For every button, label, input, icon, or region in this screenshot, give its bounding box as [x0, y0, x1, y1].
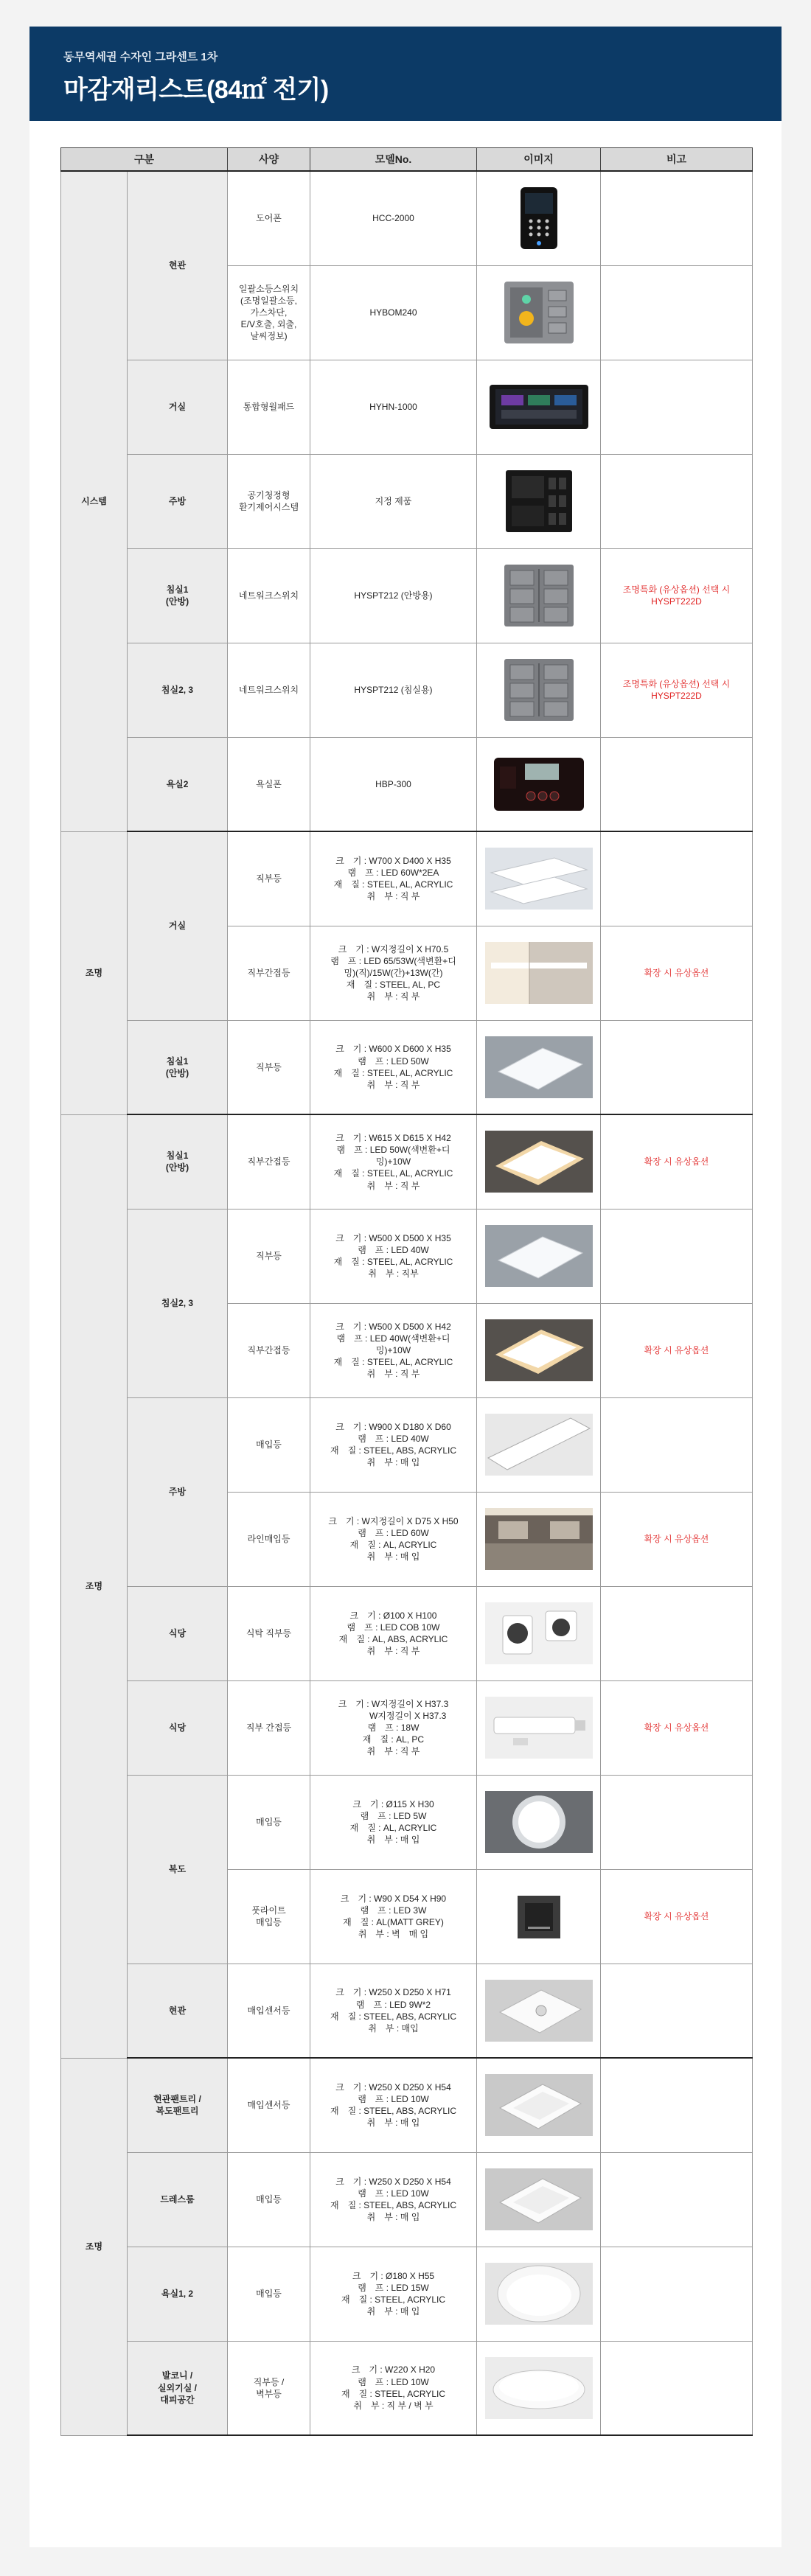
table-body [61, 171, 753, 2435]
model-cell: 크 기 : W90 X D54 X H90 램 프 : LED 3W 재 질 : AL(MATT GREY) 취 부 : 벽 매 입 [310, 1869, 477, 1964]
spot-light-icon [484, 1601, 594, 1666]
image-cell [477, 1680, 601, 1775]
model-cell: 크 기 : W지정길이 X D75 X H50 램 프 : LED 60W 재 질 : AL, ACRYLIC 취 부 : 매 입 [310, 1492, 477, 1586]
glow-panel-icon [484, 1129, 594, 1194]
image-cell [477, 831, 601, 926]
spec-cell: 매입센서등 [228, 2058, 310, 2152]
spec-cell: 직부등 [228, 1020, 310, 1114]
category-cell: 조명 [61, 2058, 128, 2435]
spec-cell: 매입등 [228, 2152, 310, 2247]
spec-cell: 직부간접등 [228, 1303, 310, 1397]
model-cell: 크 기 : Ø115 X H30 램 프 : LED 5W 재 질 : AL, ACRYLIC 취 부 : 매 입 [310, 1775, 477, 1869]
table-row [61, 1020, 753, 1114]
note-cell [601, 1397, 753, 1492]
note-cell [601, 454, 753, 548]
document-page [29, 27, 782, 2547]
note-cell [601, 831, 753, 926]
area-cell: 식당 [128, 1680, 228, 1775]
table-row [61, 737, 753, 831]
model-cell: 크 기 : W250 X D250 X H54 램 프 : LED 10W 재 질 : STEEL, ABS, ACRYLIC 취 부 : 매 입 [310, 2058, 477, 2152]
spec-cell: 풋라이트 매입등 [228, 1869, 310, 1964]
note-cell [601, 1775, 753, 1869]
note-cell [601, 265, 753, 360]
glow-panel-icon [484, 1318, 594, 1383]
area-cell: 욕실1, 2 [128, 2247, 228, 2341]
note-cell: 확장 시 유상옵션 [601, 1869, 753, 1964]
spec-cell: 식탁 직부등 [228, 1586, 310, 1680]
square-recessed-icon [484, 2073, 594, 2137]
category-cell: 조명 [61, 1114, 128, 2058]
model-cell: 크 기 : W220 X H20 램 프 : LED 10W 재 질 : STEEL, ACRYLIC 취 부 : 직 부 / 벽 부 [310, 2341, 477, 2435]
model-cell: HBP-300 [310, 737, 477, 831]
image-cell [477, 643, 601, 737]
area-cell: 침실1 (안방) [128, 1114, 228, 1209]
table-header-row [61, 148, 753, 172]
spec-cell: 매입등 [228, 1397, 310, 1492]
finish-material-table [60, 147, 753, 2436]
note-cell: 확장 시 유상옵션 [601, 1492, 753, 1586]
note-cell: 확장 시 유상옵션 [601, 1114, 753, 1209]
note-cell: 조명특화 (유상옵션) 선택 시 HYSPT222D [601, 643, 753, 737]
project-subtitle: 동무역세권 수자인 그라센트 1차 [63, 51, 218, 63]
spec-cell: 네트워크스위치 [228, 643, 310, 737]
network-switch-icon [484, 563, 594, 628]
image-cell [477, 1775, 601, 1869]
note-cell: 확장 시 유상옵션 [601, 1680, 753, 1775]
spec-cell: 욕실폰 [228, 737, 310, 831]
spec-cell: 직부등 [228, 831, 310, 926]
image-cell [477, 737, 601, 831]
image-cell [477, 265, 601, 360]
note-cell [601, 171, 753, 265]
table-row [61, 548, 753, 643]
model-cell: 크 기 : W600 X D600 X H35 램 프 : LED 50W 재 질 : STEEL, AL, ACRYLIC 취 부 : 직 부 [310, 1020, 477, 1114]
model-cell: 지정 제품 [310, 454, 477, 548]
image-cell [477, 1492, 601, 1586]
header-spec: 사양 [228, 148, 310, 172]
table-row [61, 1397, 753, 1492]
spec-cell: 매입센서등 [228, 1964, 310, 2058]
ventilation-controller-icon [484, 469, 594, 534]
model-cell: 크 기 : W700 X D400 X H35 램 프 : LED 60W*2EA 재 질 : STEEL, AL, ACRYLIC 취 부 : 직 부 [310, 831, 477, 926]
model-cell: HYHN-1000 [310, 360, 477, 454]
image-cell [477, 1869, 601, 1964]
spec-cell: 직부등 / 벽부등 [228, 2341, 310, 2435]
spec-cell: 일괄소등스위치 (조명일괄소등, 가스차단, E/V호출, 외출, 날씨정보) [228, 265, 310, 360]
spec-cell: 직부간접등 [228, 926, 310, 1020]
model-cell: 크 기 : W지정길이 X H70.5 램 프 : LED 65/53W(색변환+디 밍)(직)/15W(간)+13W(간) 재 질 : STEEL, AL, PC 취 부 : 직 부 [310, 926, 477, 1020]
area-cell: 식당 [128, 1586, 228, 1680]
bath-phone-icon [484, 752, 594, 817]
table-row [61, 1209, 753, 1303]
note-cell: 확장 시 유상옵션 [601, 1303, 753, 1397]
linear-recessed-icon [484, 1412, 594, 1477]
model-cell: 크 기 : Ø180 X H55 램 프 : LED 15W 재 질 : STEEL, ACRYLIC 취 부 : 매 입 [310, 2247, 477, 2341]
area-cell: 발코니 / 실외기실 / 대피공간 [128, 2341, 228, 2435]
header-note: 비고 [601, 148, 753, 172]
sensor-light-icon [484, 1978, 594, 2043]
table-row [61, 2247, 753, 2341]
master-switch-icon [484, 280, 594, 345]
note-cell [601, 1964, 753, 2058]
table-row [61, 1680, 753, 1775]
foot-light-icon [484, 1884, 594, 1949]
square-recessed-icon [484, 2167, 594, 2232]
doorphone-icon [484, 186, 594, 251]
model-cell: 크 기 : W500 X D500 X H35 램 프 : LED 40W 재 질 : STEEL, AL, ACRYLIC 취 부 : 직부 [310, 1209, 477, 1303]
spec-cell: 네트워크스위치 [228, 548, 310, 643]
slim-round-light-icon [484, 2356, 594, 2420]
note-cell [601, 1209, 753, 1303]
area-cell: 주방 [128, 1397, 228, 1586]
table-row [61, 831, 753, 926]
table-row [61, 2341, 753, 2435]
image-cell [477, 926, 601, 1020]
image-cell [477, 1964, 601, 2058]
header-model: 모델No. [310, 148, 477, 172]
spec-cell: 라인매입등 [228, 1492, 310, 1586]
note-cell [601, 2152, 753, 2247]
spec-cell: 통합형월패드 [228, 360, 310, 454]
spec-cell: 도어폰 [228, 171, 310, 265]
round-downlight-icon [484, 1790, 594, 1854]
spec-cell: 직부등 [228, 1209, 310, 1303]
spec-cell: 매입등 [228, 2247, 310, 2341]
area-cell: 침실1 (안방) [128, 1020, 228, 1114]
round-recessed-icon [484, 2261, 594, 2326]
image-cell [477, 548, 601, 643]
image-cell [477, 1020, 601, 1114]
area-cell: 현관 [128, 1964, 228, 2058]
model-cell: 크 기 : W900 X D180 X D60 램 프 : LED 40W 재 질 : STEEL, ABS, ACRYLIC 취 부 : 매 입 [310, 1397, 477, 1492]
model-cell: 크 기 : W615 X D615 X H42 램 프 : LED 50W(색변환+디 밍)+10W 재 질 : STEEL, AL, ACRYLIC 취 부 : 직 부 [310, 1114, 477, 1209]
table-row [61, 1586, 753, 1680]
area-cell: 복도 [128, 1775, 228, 1964]
image-cell [477, 360, 601, 454]
header-category: 구분 [61, 148, 228, 172]
area-cell: 침실2, 3 [128, 1209, 228, 1397]
note-cell [601, 2058, 753, 2152]
image-cell [477, 1397, 601, 1492]
area-cell: 욕실2 [128, 737, 228, 831]
table-row [61, 171, 753, 265]
table-row [61, 643, 753, 737]
double-ceiling-panel-icon [484, 846, 594, 911]
image-cell [477, 1303, 601, 1397]
image-cell [477, 2247, 601, 2341]
table-row [61, 1114, 753, 1209]
bar-light-icon [484, 1695, 594, 1760]
table-row [61, 2058, 753, 2152]
spec-cell: 직부간접등 [228, 1114, 310, 1209]
kitchen-line-light-icon [484, 1507, 594, 1571]
area-cell: 현관 [128, 171, 228, 360]
model-cell: HYSPT212 (안방용) [310, 548, 477, 643]
model-cell: 크 기 : W250 X D250 X H71 램 프 : LED 9W*2 재 질 : STEEL, ABS, ACRYLIC 취 부 : 매입 [310, 1964, 477, 2058]
model-cell: 크 기 : Ø100 X H100 램 프 : LED COB 10W 재 질 : AL, ABS, ACRYLIC 취 부 : 직 부 [310, 1586, 477, 1680]
wallpad-icon [484, 374, 594, 439]
image-cell [477, 1586, 601, 1680]
model-cell: HCC-2000 [310, 171, 477, 265]
note-cell [601, 737, 753, 831]
note-cell [601, 2341, 753, 2435]
model-cell: HYBOM240 [310, 265, 477, 360]
image-cell [477, 2341, 601, 2435]
area-cell: 주방 [128, 454, 228, 548]
model-cell: 크 기 : W지정길이 X H37.3 W지정길이 X H37.3 램 프 : 18W 재 질 : AL, PC 취 부 : 직 부 [310, 1680, 477, 1775]
table-row [61, 1964, 753, 2058]
area-cell: 침실2, 3 [128, 643, 228, 737]
note-cell [601, 1020, 753, 1114]
area-cell: 거실 [128, 360, 228, 454]
network-switch-icon [484, 657, 594, 722]
note-cell: 조명특화 (유상옵션) 선택 시 HYSPT222D [601, 548, 753, 643]
area-cell: 침실1 (안방) [128, 548, 228, 643]
ceiling-panel-icon [484, 1224, 594, 1288]
ceiling-panel-icon [484, 1035, 594, 1100]
category-cell: 시스템 [61, 171, 128, 831]
image-cell [477, 171, 601, 265]
note-cell [601, 2247, 753, 2341]
header-image: 이미지 [477, 148, 601, 172]
image-cell [477, 2058, 601, 2152]
page-title: 마감재리스트(84㎡ 전기) [63, 76, 329, 104]
model-cell: 크 기 : W500 X D500 X H42 램 프 : LED 40W(색변환+디 밍)+10W 재 질 : STEEL, AL, ACRYLIC 취 부 : 직 부 [310, 1303, 477, 1397]
spec-cell: 공기청정형 환기제어시스템 [228, 454, 310, 548]
category-cell: 조명 [61, 831, 128, 1114]
model-cell: 크 기 : W250 X D250 X H54 램 프 : LED 10W 재 질 : STEEL, ABS, ACRYLIC 취 부 : 매 입 [310, 2152, 477, 2247]
header-banner [29, 27, 782, 121]
table-row [61, 2152, 753, 2247]
area-cell: 현관팬트리 / 복도팬트리 [128, 2058, 228, 2152]
table-row [61, 360, 753, 454]
model-cell: HYSPT212 (침실용) [310, 643, 477, 737]
image-cell [477, 1114, 601, 1209]
indirect-light-icon [484, 940, 594, 1005]
note-cell [601, 360, 753, 454]
image-cell [477, 2152, 601, 2247]
spec-cell: 직부 간접등 [228, 1680, 310, 1775]
image-cell [477, 454, 601, 548]
area-cell: 드레스룸 [128, 2152, 228, 2247]
spec-cell: 매입등 [228, 1775, 310, 1869]
table-row [61, 454, 753, 548]
note-cell: 확장 시 유상옵션 [601, 926, 753, 1020]
image-cell [477, 1209, 601, 1303]
note-cell [601, 1586, 753, 1680]
table-row [61, 1775, 753, 1869]
area-cell: 거실 [128, 831, 228, 1020]
